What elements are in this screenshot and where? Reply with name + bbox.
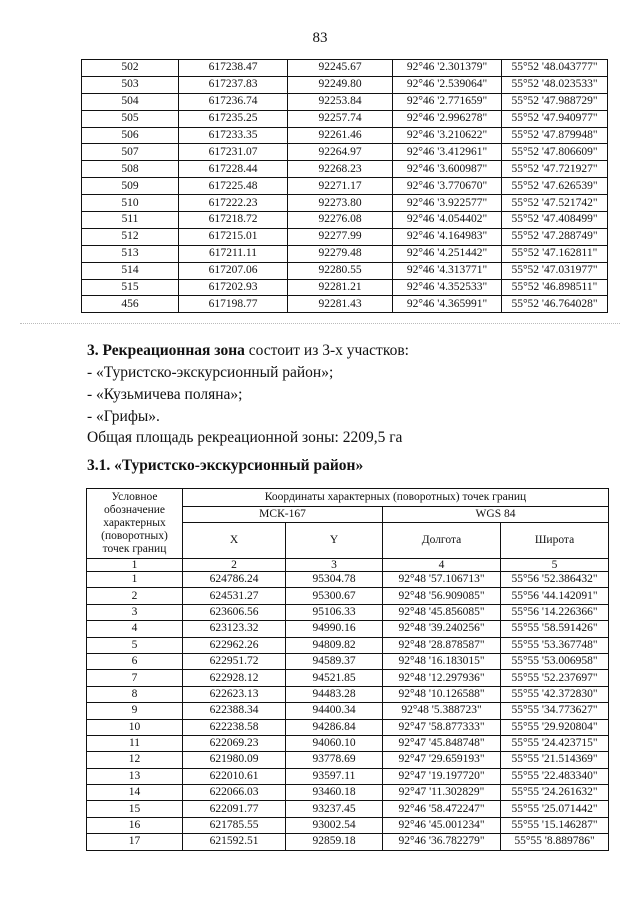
- table-cell: 617238.47: [179, 60, 288, 77]
- table-row: [82, 93, 608, 110]
- table-cell: 14: [87, 785, 183, 801]
- msk-167-header: МСК-167: [183, 507, 383, 523]
- table-cell: 93778.69: [286, 752, 383, 768]
- table-cell: 11: [87, 735, 183, 751]
- table-cell: 92°46 '2.996278": [393, 110, 502, 127]
- table-cell: 6: [87, 653, 183, 669]
- table-cell: 55°52 '46.764028": [502, 296, 608, 313]
- table-cell: 92281.43: [288, 296, 393, 313]
- table-cell: 1: [87, 572, 183, 588]
- table-cell: 55°52 '46.898511": [502, 279, 608, 296]
- table-cell: 55°55 '42.372830": [501, 686, 609, 702]
- table-cell: 92°48 '10.126588": [383, 686, 501, 702]
- table-cell: 92°48 '39.240256": [383, 621, 501, 637]
- table-row: [87, 703, 609, 719]
- table-cell: 95304.78: [286, 572, 383, 588]
- table-cell: 55°52 '47.521742": [502, 195, 608, 212]
- table-row: [82, 195, 608, 212]
- table-row: [87, 801, 609, 817]
- coordinates-table-body: [82, 60, 608, 313]
- table-cell: 94400.34: [286, 703, 383, 719]
- table-cell: 55°52 '47.879948": [502, 127, 608, 144]
- table-cell: 92°46 '58.472247": [383, 801, 501, 817]
- table-row: [87, 752, 609, 768]
- table-cell: 55°55 '24.423715": [501, 735, 609, 751]
- table-row: [82, 110, 608, 127]
- table-cell: 92°46 '36.782279": [383, 834, 501, 850]
- table-cell: 92859.18: [286, 834, 383, 850]
- table-cell: 55°55 '52.237697": [501, 670, 609, 686]
- table-row: [87, 621, 609, 637]
- coordinates-table-body: [87, 572, 609, 851]
- table-row: [87, 637, 609, 653]
- table-cell: 92°47 '45.848748": [383, 735, 501, 751]
- table-cell: 55°55 '8.889786": [501, 834, 609, 850]
- table-cell: 622623.13: [183, 686, 286, 702]
- table-row: [87, 588, 609, 604]
- table-cell: 94589.37: [286, 653, 383, 669]
- table-cell: 512: [82, 228, 179, 245]
- table-cell: 617236.74: [179, 93, 288, 110]
- table-cell: 92°47 '19.197720": [383, 768, 501, 784]
- table-cell: 92264.97: [288, 144, 393, 161]
- table-cell: 92°46 '4.054402": [393, 212, 502, 229]
- section-3-heading: [87, 342, 409, 360]
- table-cell: 92°48 '5.388723": [383, 703, 501, 719]
- table-cell: 15: [87, 801, 183, 817]
- table-row: [82, 161, 608, 178]
- table-cell: 92°46 '3.922577": [393, 195, 502, 212]
- column-number-row: [87, 559, 609, 572]
- table-cell: 622091.77: [183, 801, 286, 817]
- table-cell: 55°55 '53.367748": [501, 637, 609, 653]
- section-3-1-heading: 3.1. «Туристско-экскурсионный район»: [87, 457, 364, 474]
- table-cell: 9: [87, 703, 183, 719]
- table-row: [87, 817, 609, 833]
- x-header: X: [183, 523, 286, 559]
- table-cell: 17: [87, 834, 183, 850]
- table-cell: 92273.80: [288, 195, 393, 212]
- table-cell: 92276.08: [288, 212, 393, 229]
- table-cell: 55°55 '34.773627": [501, 703, 609, 719]
- table-row: [82, 127, 608, 144]
- table-cell: 624531.27: [183, 588, 286, 604]
- table-cell: 92°48 '12.297936": [383, 670, 501, 686]
- table-cell: 617225.48: [179, 178, 288, 195]
- table-cell: 55°55 '58.591426": [501, 621, 609, 637]
- table-cell: 94521.85: [286, 670, 383, 686]
- point-designation-header: Условное обозначение характерных (поворотных) точек границ: [87, 489, 183, 559]
- table-cell: 3: [87, 604, 183, 620]
- table-cell: 92°46 '3.770670": [393, 178, 502, 195]
- section-3-item-3: - «Грифы».: [87, 408, 160, 425]
- table-row: [87, 719, 609, 735]
- table-cell: 92°48 '16.183015": [383, 653, 501, 669]
- table-row: [87, 604, 609, 620]
- table-cell: 12: [87, 752, 183, 768]
- table-cell: 93002.54: [286, 817, 383, 833]
- table-cell: 94286.84: [286, 719, 383, 735]
- table-cell: 55°52 '48.023533": [502, 76, 608, 93]
- table-cell: 623606.56: [183, 604, 286, 620]
- table-cell: 55°55 '53.006958": [501, 653, 609, 669]
- table-cell: 92°47 '29.659193": [383, 752, 501, 768]
- table-cell: 55°56 '14.226366": [501, 604, 609, 620]
- table-cell: 55°55 '22.483340": [501, 768, 609, 784]
- table-row: [82, 228, 608, 245]
- table-cell: 92°46 '4.352533": [393, 279, 502, 296]
- table-row: [82, 262, 608, 279]
- table-cell: 617228.44: [179, 161, 288, 178]
- table-cell: 16: [87, 817, 183, 833]
- table-cell: 55°52 '47.988729": [502, 93, 608, 110]
- longitude-header: Долгота: [383, 523, 501, 559]
- table-row: [82, 279, 608, 296]
- table-cell: 507: [82, 144, 179, 161]
- table-cell: 617222.23: [179, 195, 288, 212]
- table-row: [82, 178, 608, 195]
- coordinates-table-continued: [81, 59, 608, 313]
- section-3-title-rest: состоит из 3-х участков:: [244, 342, 409, 359]
- table-cell: 92°48 '28.878587": [383, 637, 501, 653]
- table-row: [87, 670, 609, 686]
- tourist-district-coordinates-table: [86, 488, 609, 851]
- table-cell: 511: [82, 212, 179, 229]
- table-row: [87, 735, 609, 751]
- table-row: [87, 653, 609, 669]
- table-cell: 92253.84: [288, 93, 393, 110]
- table-cell: 515: [82, 279, 179, 296]
- table-cell: 7: [87, 670, 183, 686]
- section-3-title: Рекреационная зона: [102, 342, 245, 359]
- table-cell: 504: [82, 93, 179, 110]
- table-cell: 510: [82, 195, 179, 212]
- table-cell: 624786.24: [183, 572, 286, 588]
- table-cell: 55°52 '47.031977": [502, 262, 608, 279]
- column-number: 5: [501, 559, 609, 572]
- table-cell: 55°52 '47.721927": [502, 161, 608, 178]
- table-cell: 617233.35: [179, 127, 288, 144]
- table-cell: 55°52 '47.408499": [502, 212, 608, 229]
- table-row: [82, 60, 608, 77]
- table-cell: 621785.55: [183, 817, 286, 833]
- table-cell: 513: [82, 245, 179, 262]
- table-cell: 92°46 '2.301379": [393, 60, 502, 77]
- table-cell: 92°48 '56.909085": [383, 588, 501, 604]
- table-cell: 622928.12: [183, 670, 286, 686]
- table-cell: 92281.21: [288, 279, 393, 296]
- table-cell: 622066.03: [183, 785, 286, 801]
- table-cell: 617202.93: [179, 279, 288, 296]
- table-cell: 503: [82, 76, 179, 93]
- table-row: [82, 296, 608, 313]
- table-cell: 617198.77: [179, 296, 288, 313]
- table-cell: 95106.33: [286, 604, 383, 620]
- table-cell: 502: [82, 60, 179, 77]
- table-row: [87, 572, 609, 588]
- table-cell: 55°55 '25.071442": [501, 801, 609, 817]
- table-cell: 92°46 '45.001234": [383, 817, 501, 833]
- section-3-item-2: - «Кузьмичева поляна»;: [87, 386, 243, 403]
- section-3-number: 3.: [87, 342, 103, 359]
- table-row: [87, 834, 609, 850]
- table-cell: 94809.82: [286, 637, 383, 653]
- table-row: [87, 768, 609, 784]
- table-cell: 92°48 '45.856085": [383, 604, 501, 620]
- table-cell: 55°55 '15.146287": [501, 817, 609, 833]
- table-cell: 617211.11: [179, 245, 288, 262]
- table-cell: 622962.26: [183, 637, 286, 653]
- column-number: 3: [286, 559, 383, 572]
- table-cell: 55°52 '47.806609": [502, 144, 608, 161]
- table-cell: 92249.80: [288, 76, 393, 93]
- y-header: Y: [286, 523, 383, 559]
- table-cell: 92°47 '58.877333": [383, 719, 501, 735]
- table-cell: 92261.46: [288, 127, 393, 144]
- table-cell: 92°46 '4.365991": [393, 296, 502, 313]
- table-cell: 617231.07: [179, 144, 288, 161]
- table-cell: 92°46 '4.313771": [393, 262, 502, 279]
- table-cell: 55°52 '47.626539": [502, 178, 608, 195]
- table-cell: 514: [82, 262, 179, 279]
- table-cell: 617215.01: [179, 228, 288, 245]
- table-cell: 55°55 '24.261632": [501, 785, 609, 801]
- table-cell: 617237.83: [179, 76, 288, 93]
- table-cell: 55°55 '29.920804": [501, 719, 609, 735]
- column-number: 2: [183, 559, 286, 572]
- table-row: [87, 785, 609, 801]
- table-cell: 622951.72: [183, 653, 286, 669]
- page-number: 83: [312, 30, 328, 46]
- table-cell: 92°46 '3.210622": [393, 127, 502, 144]
- table-row: [82, 76, 608, 93]
- table-cell: 508: [82, 161, 179, 178]
- table-cell: 55°55 '21.514369": [501, 752, 609, 768]
- table-cell: 95300.67: [286, 588, 383, 604]
- table-cell: 92257.74: [288, 110, 393, 127]
- table-cell: 623123.32: [183, 621, 286, 637]
- table-cell: 92°47 '11.302829": [383, 785, 501, 801]
- table-cell: 622238.58: [183, 719, 286, 735]
- table-cell: 55°52 '47.940977": [502, 110, 608, 127]
- table-cell: 92°48 '57.106713": [383, 572, 501, 588]
- table-cell: 505: [82, 110, 179, 127]
- table-cell: 94060.10: [286, 735, 383, 751]
- table-row: [82, 245, 608, 262]
- section-3-total-area: Общая площадь рекреационной зоны: 2209,5 га: [87, 429, 403, 446]
- column-number: 1: [87, 559, 183, 572]
- section-separator: [20, 323, 620, 324]
- table-cell: 456: [82, 296, 179, 313]
- section-3-item-1: - «Туристско-экскурсионный район»;: [87, 364, 334, 381]
- table-cell: 92°46 '3.600987": [393, 161, 502, 178]
- table-cell: 93460.18: [286, 785, 383, 801]
- table-cell: 13: [87, 768, 183, 784]
- table-cell: 55°56 '44.142091": [501, 588, 609, 604]
- table-row: [87, 686, 609, 702]
- table-row: [82, 212, 608, 229]
- table-row: [82, 144, 608, 161]
- table-cell: 92°46 '3.412961": [393, 144, 502, 161]
- table-cell: 622388.34: [183, 703, 286, 719]
- table-cell: 55°56 '52.386432": [501, 572, 609, 588]
- wgs-84-header: WGS 84: [383, 507, 609, 523]
- table-cell: 55°52 '47.288749": [502, 228, 608, 245]
- table-cell: 8: [87, 686, 183, 702]
- table-cell: 94483.28: [286, 686, 383, 702]
- table-cell: 55°52 '48.043777": [502, 60, 608, 77]
- table-cell: 2: [87, 588, 183, 604]
- table-cell: 92268.23: [288, 161, 393, 178]
- table-cell: 55°52 '47.162811": [502, 245, 608, 262]
- column-number: 4: [383, 559, 501, 572]
- table-cell: 617218.72: [179, 212, 288, 229]
- table-cell: 92°46 '4.251442": [393, 245, 502, 262]
- table-cell: 5: [87, 637, 183, 653]
- latitude-header: Широта: [501, 523, 609, 559]
- table-cell: 92°46 '2.539064": [393, 76, 502, 93]
- table-cell: 93237.45: [286, 801, 383, 817]
- table-cell: 10: [87, 719, 183, 735]
- table-cell: 92°46 '4.164983": [393, 228, 502, 245]
- table-cell: 621592.51: [183, 834, 286, 850]
- table-cell: 621980.09: [183, 752, 286, 768]
- table-cell: 92271.17: [288, 178, 393, 195]
- table-cell: 92277.99: [288, 228, 393, 245]
- table-cell: 622010.61: [183, 768, 286, 784]
- coords-title-header: Координаты характерных (поворотных) точек границ: [183, 489, 609, 507]
- table-cell: 92°46 '2.771659": [393, 93, 502, 110]
- table-cell: 92279.48: [288, 245, 393, 262]
- table-cell: 4: [87, 621, 183, 637]
- table-cell: 506: [82, 127, 179, 144]
- table-cell: 509: [82, 178, 179, 195]
- table-cell: 617207.06: [179, 262, 288, 279]
- table-cell: 92245.67: [288, 60, 393, 77]
- table-cell: 92280.55: [288, 262, 393, 279]
- table-cell: 94990.16: [286, 621, 383, 637]
- table-cell: 622069.23: [183, 735, 286, 751]
- table-cell: 93597.11: [286, 768, 383, 784]
- table-cell: 617235.25: [179, 110, 288, 127]
